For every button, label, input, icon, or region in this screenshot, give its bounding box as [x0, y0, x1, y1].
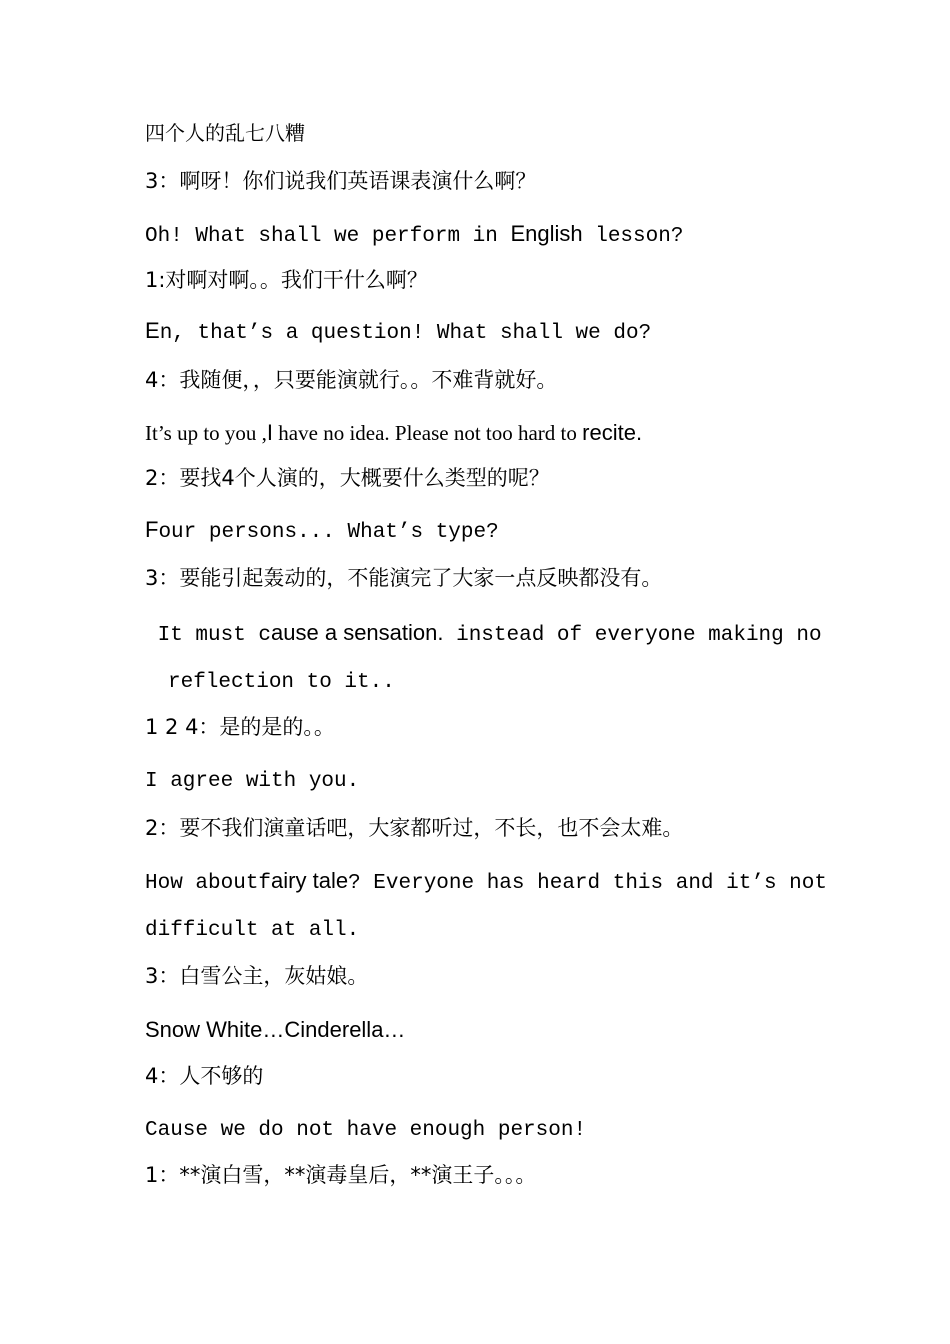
- text-run: our persons... What’s type?: [158, 521, 499, 544]
- text-run: instead of everyone making no: [443, 624, 822, 647]
- dialogue-line-en: [145, 422, 642, 444]
- text-run: I: [266, 420, 274, 445]
- document-title: 四个人的乱七八糟: [145, 121, 305, 145]
- text-run: n, that’s a question! What shall we do?: [159, 322, 652, 345]
- dialogue-line-en: Cause we do not have enough person!: [145, 1119, 587, 1142]
- dialogue-line-cn: 4：我随便，，只要能演就行。。不难背就好。: [145, 368, 558, 392]
- text-run: recite.: [582, 420, 643, 445]
- text-run: English: [510, 221, 583, 246]
- text-run: E: [145, 318, 160, 343]
- dialogue-line-cn: 2：要不我们演童话吧，大家都听过，不长，也不会太难。: [145, 816, 684, 840]
- dialogue-line-cn: 1:对啊对啊。。我们干什么啊？: [145, 268, 428, 292]
- dialogue-line-cn: 3：要能引起轰动的，不能演完了大家一点反映都没有。: [145, 566, 663, 590]
- text-run: Oh! What shall we perform in: [145, 225, 511, 248]
- dialogue-line-en: [145, 223, 683, 247]
- text-run: It’s up to you ,: [145, 421, 267, 445]
- text-run: have no idea. Please not too hard to: [273, 421, 583, 445]
- text-run: ? Everyone has heard this and it’s not: [348, 872, 827, 895]
- text-run: airy tale: [271, 868, 349, 893]
- dialogue-line-cn: 3：啊呀！你们说我们英语课表演什么啊？: [145, 169, 537, 193]
- dialogue-line-en: [145, 622, 822, 646]
- dialogue-line-cn: 1：**演白雪，**演毒皇后，**演王子。。。: [145, 1163, 537, 1187]
- text-run: F: [145, 517, 159, 542]
- dialogue-line-en: reflection to it..: [168, 671, 395, 694]
- text-run: ause a sensation.: [271, 620, 444, 645]
- dialogue-line-cn: 1 2 4：是的是的。。: [145, 715, 335, 739]
- text-run: lesson?: [582, 225, 684, 248]
- dialogue-line-cn: 3：白雪公主，灰姑娘。: [145, 964, 369, 988]
- text-run: How aboutf: [145, 872, 272, 895]
- dialogue-line-en: Snow White…Cinderella…: [145, 1017, 406, 1042]
- dialogue-line-en: I agree with you.: [145, 770, 360, 793]
- dialogue-line-cn: 2：要找4个人演的，大概要什么类型的呢？: [145, 466, 550, 490]
- dialogue-line-en: [145, 320, 651, 344]
- dialogue-line-en: difficult at all.: [145, 919, 360, 942]
- dialogue-line-cn: 4：人不够的: [145, 1064, 264, 1088]
- dialogue-line-en: [145, 519, 499, 543]
- dialogue-line-en: [145, 870, 827, 894]
- text-run: It must c: [145, 624, 272, 647]
